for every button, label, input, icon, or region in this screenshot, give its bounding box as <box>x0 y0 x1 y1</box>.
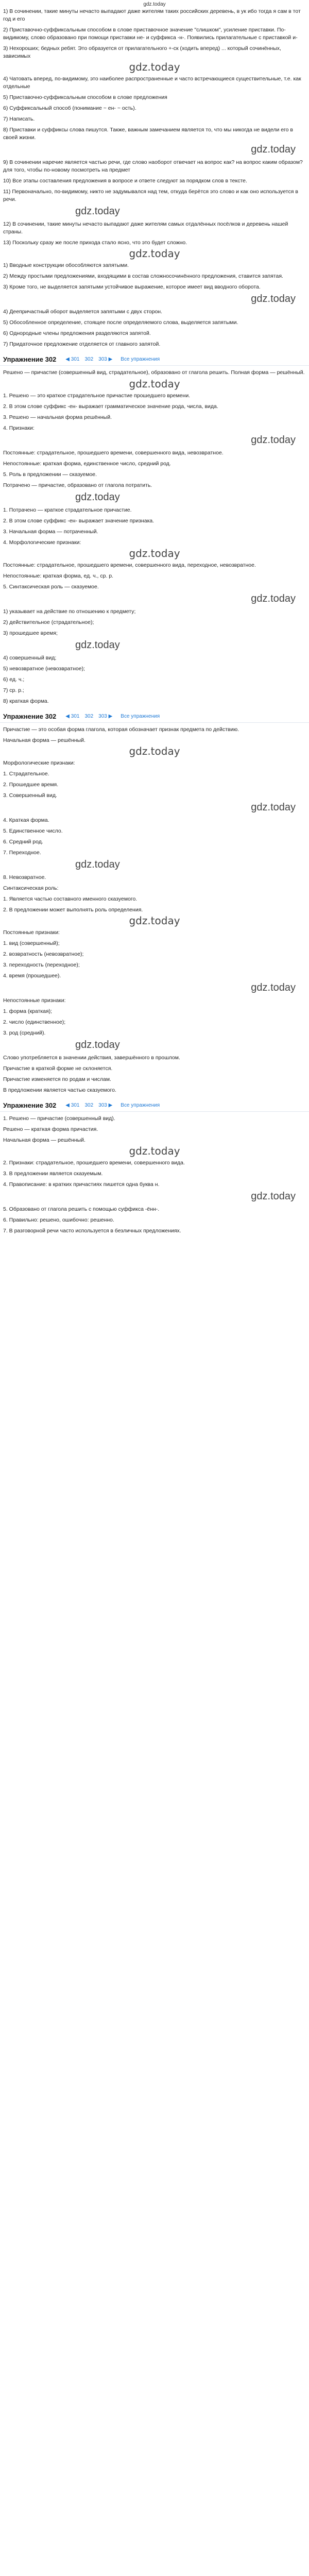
text-line: 4. Морфологические признаки: <box>3 539 81 546</box>
watermark: gdz.today <box>75 206 120 217</box>
exercise-nav <box>65 1101 160 1109</box>
watermark: gdz.today <box>251 144 296 155</box>
watermark: gdz.today <box>129 247 180 260</box>
text-line: 1. вид (совершенный); <box>3 940 60 946</box>
text-line: 1. Решено — это краткое страдательное причастие прошедшего времени. <box>3 393 191 399</box>
current-exercise: 302 <box>84 357 94 362</box>
text-line: Непостоянные: краткая форма, ед. ч., ср. р. <box>3 573 114 579</box>
text-line: Слово употребляется в значении действия, завершённого в прошлом. <box>3 1055 180 1061</box>
text-line: Решено — краткая форма причастия. <box>3 1126 98 1132</box>
text-line: Морфологические признаки: <box>3 760 75 766</box>
watermark: gdz.today <box>129 914 180 927</box>
text-line: 4. Признаки: <box>3 425 35 431</box>
text-line: 2) действительное (страдательное); <box>3 619 94 625</box>
text-line: 12) В сочинении, такие минуты нечасто выпадают даже жителям самых отдалённых посёлков и деревень нашей страны. <box>3 221 288 235</box>
text-line: 2. В предложении может выполнять роль определения. <box>3 907 143 913</box>
text-line: Непостоянные: краткая форма, единственное число, средний род. <box>3 461 171 467</box>
text-line: 2. В этом слове суффикс -ен- выражает грамматическое значение рода, числа, вида. <box>3 403 218 410</box>
text-line: 6) ед. ч.; <box>3 676 25 683</box>
exercise-title: Упражнение 302 <box>3 355 57 363</box>
text-line: 9) В сочинении наречие является частью речи, где слово наоборот отвечает на вопрос как? на вопрос каким образом? для того, чтобы по-новому посмотреть на предмет <box>3 159 303 173</box>
section-4-lines <box>3 1115 306 1235</box>
text-line: 8) краткая форма. <box>3 698 49 704</box>
text-line: 13) Поскольку сразу же после прихода стало ясно, что это будет сложно. <box>3 240 187 246</box>
exercise-header-2 <box>0 710 309 723</box>
watermark: gdz.today <box>251 1191 296 1202</box>
text-line: 2) Между простыми предложениями, входящими в состав сложносочинённого предложения, ставится запятая. <box>3 273 283 279</box>
section-4 <box>0 1115 309 1235</box>
watermark: gdz.today <box>129 61 180 73</box>
text-line: 5) Приставочно-суффиксальным способом в слове предложения <box>3 94 167 100</box>
text-line: 5. Роль в предложении — сказуемое. <box>3 471 97 478</box>
text-line: 4. время (прошедшее). <box>3 973 61 979</box>
text-line: 4. Правописание: в кратких причастиях пишется одна буква н. <box>3 1181 160 1188</box>
text-line: Постоянные признаки: <box>3 929 60 936</box>
watermark: gdz.today <box>75 492 120 503</box>
text-line: 7) Написать. <box>3 116 35 122</box>
text-line: 11) Первоначально, по-видимому, никто не задумывался над тем, откуда берётся это слово и как оно используется в речи. <box>3 189 298 202</box>
all-exercises-link[interactable]: Все упражнения <box>121 1103 160 1108</box>
current-exercise: 302 <box>84 714 94 719</box>
text-line: 1) Вводные конструкции обособляются запятыми. <box>3 262 129 268</box>
text-line: 2. В этом слове суффикс -ен- выражает значение признака. <box>3 518 154 524</box>
text-line: 1. форма (краткая); <box>3 1008 53 1014</box>
text-line: Начальная форма — решённый. <box>3 1137 85 1143</box>
section-1-lines <box>3 8 306 348</box>
text-line: 3. род (средний). <box>3 1030 46 1036</box>
text-line: Постоянные: страдательное, прошедшего времени, совершенного вида, невозвратное. <box>3 450 224 456</box>
site-header[interactable] <box>0 0 309 8</box>
text-line: 8. Невозвратное. <box>3 874 46 880</box>
text-line: Постоянные: страдательное, прошедшего времени, совершенного вида, переходное, невозвратное. <box>3 562 256 568</box>
exercise-nav <box>65 355 160 363</box>
current-exercise: 302 <box>84 1103 94 1108</box>
watermark: gdz.today <box>129 547 180 560</box>
text-line: Синтаксическая роль: <box>3 885 59 891</box>
text-line: 1. Является частью составного именного сказуемого. <box>3 896 138 902</box>
all-exercises-link[interactable]: Все упражнения <box>121 714 160 719</box>
text-line: 3. Начальная форма — потраченный. <box>3 529 98 535</box>
text-line: Причастие изменяется по родам и числам. <box>3 1076 111 1082</box>
watermark: gdz.today <box>75 639 120 651</box>
text-line: 3. переходность (переходное); <box>3 962 80 968</box>
prev-exercise-link[interactable]: ◀ 301 <box>65 714 80 719</box>
text-line: 3) Кроме того, не выделяется запятыми устойчивое выражение, которое имеет вид вводного оборота. <box>3 284 261 290</box>
text-line: 1) В сочинении, такие минуты нечасто выпадают даже жителям таких российских деревень, в ук ибо тогда я сам в тот год и его <box>3 8 301 22</box>
watermark: gdz.today <box>129 1145 180 1157</box>
next-exercise-link[interactable]: 303 ▶ <box>98 714 113 719</box>
text-line: 3. В предложении является сказуемым. <box>3 1171 103 1177</box>
exercise-header-1 <box>0 353 309 366</box>
text-line: 8) Приставки и суффиксы слова пишутся. Также, важным замечанием является то, что мы никогда не видели его в своей жизни. <box>3 127 293 141</box>
watermark: gdz.today <box>129 378 180 390</box>
text-line: 2. Прошедшее время. <box>3 782 59 788</box>
watermark: gdz.today <box>75 859 120 870</box>
watermark: gdz.today <box>129 745 180 757</box>
text-line: 3. Решено — начальная форма решённый. <box>3 414 112 420</box>
watermark: gdz.today <box>251 982 296 993</box>
text-line: 4) Чатовать вперед, по-видимому, это наиболее распространенные и часто встречающиеся существительные, т.е. как отдельные <box>3 76 301 90</box>
text-line: 7) ср. р.; <box>3 687 24 693</box>
text-line: 6) Однородные члены предложения разделяются запятой. <box>3 330 151 336</box>
next-exercise-link[interactable]: 303 ▶ <box>98 357 113 362</box>
text-line: 3. Совершенный вид. <box>3 792 57 799</box>
text-line: 4) совершенный вид; <box>3 655 57 661</box>
exercise-nav <box>65 713 160 720</box>
text-line: 7) Придаточное предложение отделяется от главного запятой. <box>3 341 161 347</box>
text-line: 5. Образовано от глагола решить с помощью суффикса -ённ-. <box>3 1206 160 1212</box>
text-line: Причастие — это особая форма глагола, которая обозначает признак предмета по действию. <box>3 726 239 733</box>
text-line: 2. Признаки: страдательное, прошедшего времени, совершенного вида. <box>3 1160 185 1166</box>
section-2-intro: Решено — причастие (совершенный вид, страдательное), образовано от глагола решить. Полная форма — решённый. <box>3 369 305 376</box>
text-line: 1. Страдательное. <box>3 771 49 777</box>
watermark: gdz.today <box>251 593 296 604</box>
text-line: 1. Потрачено — краткое страдательное причастие. <box>3 507 132 513</box>
text-line: 1. Решено — причастие (совершенный вид). <box>3 1115 115 1122</box>
section-2 <box>0 369 309 705</box>
text-line: 5) Обособленное определение, стоящее после определяемого слова, выделяется запятыми. <box>3 319 238 326</box>
text-line: В предложении является частью сказуемого. <box>3 1087 116 1093</box>
section-3-lines <box>3 726 306 1094</box>
text-line: 2) Приставочно-суффиксальным способом в слове приставочное значение "слишком", усиление приставки. По-видимому, слово образовано при помощи приставки не- и суффикса -н-. Появились прилагательные с приставкой и- <box>3 27 298 41</box>
text-line: 7. В разговорной речи часто используется в безличных предложениях. <box>3 1228 181 1234</box>
text-line: 2. возвратность (невозвратное); <box>3 951 84 957</box>
exercise-title: Упражнение 302 <box>3 713 57 720</box>
watermark: gdz.today <box>75 1039 120 1050</box>
section-1 <box>0 8 309 348</box>
text-line: 4. Краткая форма. <box>3 817 49 823</box>
text-line: 3) Нехороших; бедных ребят. Это образуется от прилагательного +-ск (ходить вперед) ... который сочинённых, зависимых <box>3 45 281 59</box>
text-line: 5. Синтаксическая роль — сказуемое. <box>3 584 99 590</box>
text-line: 10) Все этапы составления предложения в вопросе и ответе следуют за порядком слов в тексте. <box>3 178 247 184</box>
text-line: 5. Единственное число. <box>3 828 63 834</box>
section-3 <box>0 726 309 1094</box>
text-line: Начальная форма — решённый. <box>3 737 85 743</box>
next-exercise-link[interactable]: 303 ▶ <box>98 1103 113 1108</box>
text-line: 4) Деепричастный оборот выделяется запятыми с двух сторон. <box>3 309 163 315</box>
watermark: gdz.today <box>251 434 296 446</box>
text-line: 1) указывает на действие по отношению к предмету; <box>3 608 136 615</box>
text-line: 3) прошедшее время; <box>3 630 58 636</box>
watermark: gdz.today <box>251 293 296 304</box>
text-line: 7. Переходное. <box>3 850 41 856</box>
section-2-lines <box>3 392 306 705</box>
text-line: 6. Средний род. <box>3 839 43 845</box>
exercise-title: Упражнение 302 <box>3 1101 57 1109</box>
prev-exercise-link[interactable]: ◀ 301 <box>65 1103 80 1108</box>
exercise-header-3 <box>0 1099 309 1112</box>
text-line: 6. Правильно: решено, ошибочно: решенно. <box>3 1217 114 1223</box>
text-line: 5) невозвратное (невозвратное); <box>3 666 85 672</box>
text-line: 2. число (единственное); <box>3 1019 66 1025</box>
watermark: gdz.today <box>251 802 296 813</box>
text-line: Причастие в краткой форме не склоняется. <box>3 1065 113 1072</box>
text-line: 6) Суффиксальный способ (понимание ~ ен- ~ ость). <box>3 105 136 111</box>
text-line: Потрачено — причастие, образовано от глагола потратить. <box>3 482 152 488</box>
text-line: Непостоянные признаки: <box>3 997 66 1004</box>
site-logo[interactable]: gdz.today <box>143 2 166 7</box>
all-exercises-link[interactable]: Все упражнения <box>121 357 160 362</box>
prev-exercise-link[interactable]: ◀ 301 <box>65 357 80 362</box>
